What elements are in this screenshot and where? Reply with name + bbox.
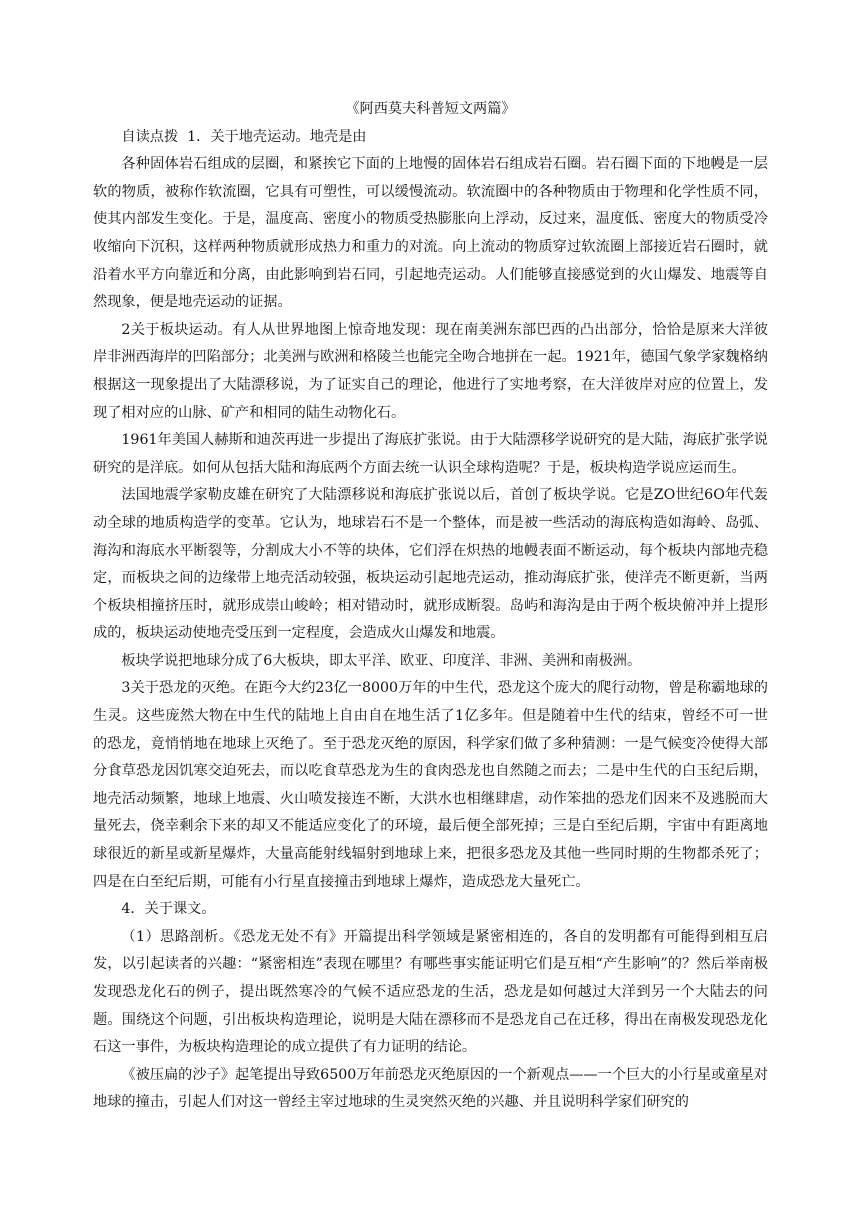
- paragraph-plate-tectonics: 法国地震学家勒皮雄在研究了大陆漂移说和海底扩张说以后，首创了板块学说。它是ZO世纪6O年代轰动全球的地质构造学的变革。它认为，地球岩石不是一个整体，而是被一些活动的海底构造如海岭、岛弧、海沟和海底水平断裂等，分割成大小不等的块体，它们浮在炽热的地幔表面不断运动，每个板块内部地壳稳定，而板块之间的边缘带上地壳活动较强，板块运动引起地壳运动，推动海底扩张，使洋壳不断更新，当两个板块相撞挤压时，就形成崇山峻岭；相对错动时，就形成断裂。岛屿和海沟是由于两个板块俯冲并上提形成的，板块运动使地壳受压到一定程度，会造成火山爆发和地震。: [93, 487, 768, 642]
- paragraph-six-plates: 板块学说把地球分成了6大板块，即太平洋、欧亚、印度洋、非洲、美洲和南极洲。: [121, 652, 642, 669]
- document-title: 《阿西莫夫科普短文两篇》: [345, 101, 516, 117]
- paragraph-plate-motion: 2关于板块运动。有人从世界地图上惊奇地发现：现在南美洲东部巴西的凸出部分，恰恰是原来大洋彼岸非洲西海岸的凹陷部分；北美洲与欧洲和格陵兰也能完全吻合地拼在一起。1921年，德国气象学家魏格纳根据这一现象提出了大陆漂移说，为了证实自己的理论，他进行了实地考察，在大洋彼岸对应的位置上，发现了相对应的山脉、矿产和相同的陆生动物化石。: [93, 321, 768, 421]
- paragraph-analysis: （1）思路剖析。《恐龙无处不有》开篇提出科学领域是紧密相连的，各自的发明都有可能得到相互启发，以引起读者的兴趣：“紧密相连”表现在哪里？有哪些事实能证明它们是互相“产生影响”的？然后举南极发现恐龙化石的例子，提出既然寒冷的气候不适应恐龙的生活，恐龙是如何越过大洋到另一个大陆去的问题。围绕这个问题，引出板块构造理论，说明是大陆在漂移而不是恐龙自己在迁移，得出在南极发现恐龙化石这一事件，为板块构造理论的成立提供了有力证明的结论。: [93, 928, 768, 1056]
- paragraph-crust: 各种固体岩石组成的层圈，和紧挨它下面的上地慢的固体岩石组成岩石圈。岩石圈下面的下地幔是一层软的物质，被称作软流圈，它具有可塑性，可以缓慢流动。软流圈中的各种物质由于物理和化学性质不同，使其内部发生变化。于是，温度高、密度小的物质受热膨胀向上浮动，反过来，温度低、密度大的物质受冷收缩向下沉积，这样两种物质就形成热力和重力的对流。向上流动的物质穿过软流圈上部接近岩石圈时，就沿着水平方向靠近和分离，由此影响到岩石同，引起地壳运动。人们能够直接感觉到的火山爆发、地震等自然现象，便是地壳运动的证据。: [93, 156, 768, 311]
- intro-line: 自读点拨 1．关于地壳运动。地壳是由: [121, 128, 367, 145]
- document-page: [93, 96, 768, 1117]
- paragraph-sand: 《被压扁的沙子》起笔提出导致6500万年前恐龙灭绝原因的一个新观点——一个巨大的小行星或童星对地球的撞击，引起人们对这一曾经主宰过地球的生灵突然灭绝的兴趣、并且说明科学家们研究的: [93, 1066, 768, 1111]
- paragraph-about-text-heading: 4．关于课文。: [121, 901, 216, 918]
- paragraph-dinosaur-extinction: 3关于恐龙的灭绝。在距今大约23亿一8000万年的中生代，恐龙这个庞大的爬行动物，曾是称霸地球的生灵。这些庞然大物在中生代的陆地上自由自在地生活了1亿多年。但是随着中生代的结束，曾经不可一世的恐龙，竟悄悄地在地球上灭绝了。至于恐龙灭绝的原因，科学家们做了多种猜测：一是气候变冷使得大部分食草恐龙因饥寒交迫死去，而以吃食草恐龙为生的食肉恐龙也自然随之而去；二是中生代的白玉纪后期，地壳活动频繁，地球上地震、火山喷发接连不断，大洪水也相继肆虐，动作笨拙的恐龙们因来不及逃脱而大量死去，侥幸剩余下来的却又不能适应变化了的环境，最后便全部死掉；三是白至纪后期，宇宙中有距离地球很近的新星或新星爆炸，大量高能射线辐射到地球上来，把很多恐龙及其他一些同时期的生物都杀死了；四是在白至纪后期，可能有小行星直接撞击到地球上爆炸，造成恐龙大量死亡。: [93, 680, 768, 890]
- paragraph-seafloor-spreading: 1961年美国人赫斯和迪茨再进一步提出了海底扩张说。由于大陆漂移学说研究的是大陆，海底扩张学说研究的是洋底。如何从包括大陆和海底两个方面去统一认识全球构造呢？于是，板块构造学说应运而生。: [93, 432, 768, 476]
